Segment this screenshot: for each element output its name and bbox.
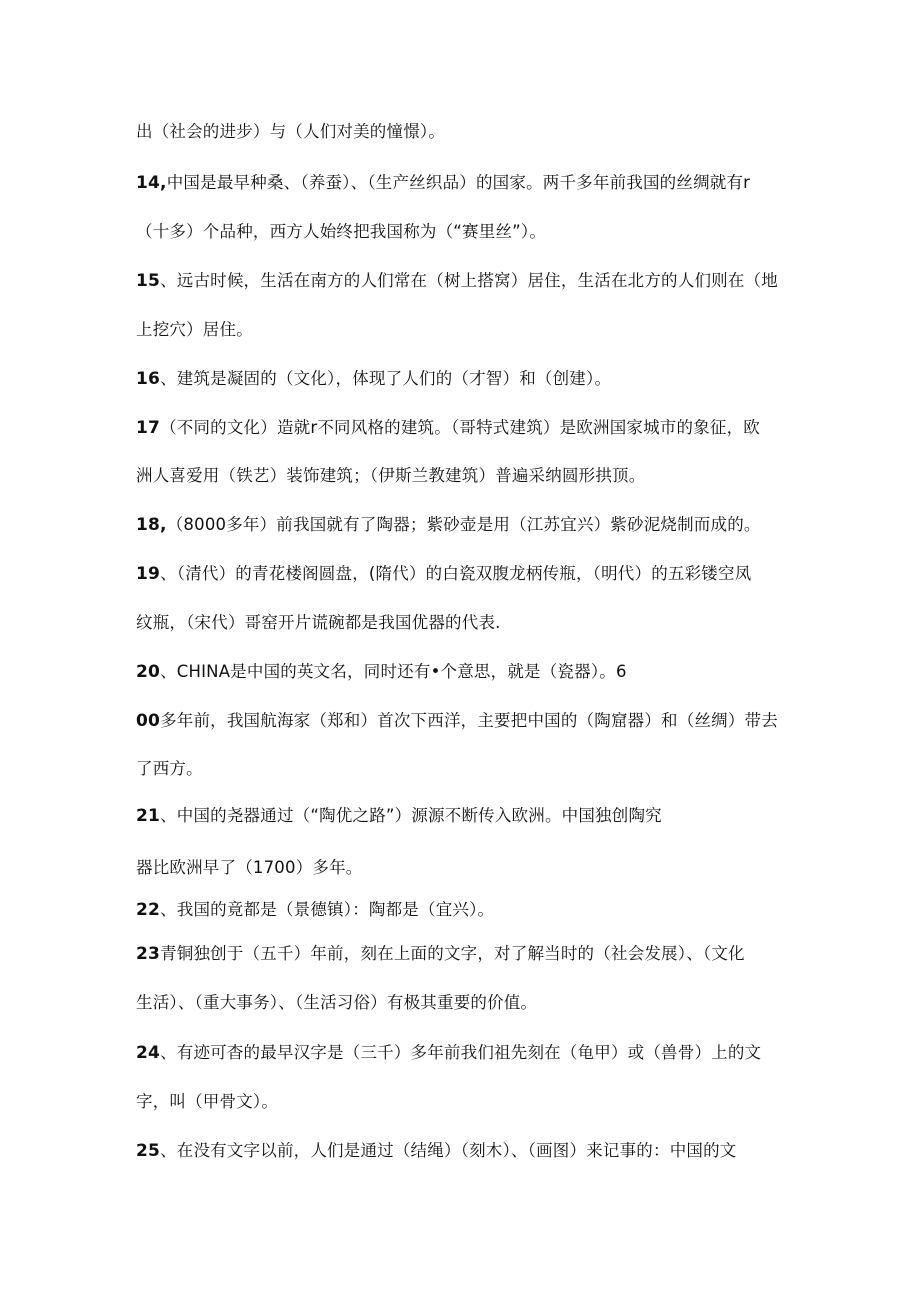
text-line: 22、我国的竟都是（景德镇）：陶都是（宜兴）。: [136, 900, 495, 920]
text-line: 18,（8000多年）前我国就有了陶器；紫砂壶是用（江苏宜兴）紫砂泥烧制而成的。: [136, 515, 761, 535]
text-line: 15、远古时候，生活在南方的人们常在（树上搭窝）居住，生活在北方的人们则在（地: [136, 271, 778, 291]
text-line: 上挖穴）居住。: [136, 320, 253, 339]
text-line: 洲人喜爱用（铁艺）装饰建筑；（伊斯兰教建筑）普遍采纳圆形拱顶。: [136, 466, 646, 485]
text-line: 19、（清代）的青花楼阁圆盘，(隋代）的白瓷双腹龙柄传瓶，（明代）的五彩镂空凤: [136, 564, 752, 584]
text-line: 23青铜独创于（五千）年前，刻在上面的文字，对了解当时的（社会发展）、（文化: [136, 944, 745, 964]
text-line: 20、CHINA是中国的英文名，同时还有•个意思，就是（瓷器）。6: [136, 662, 627, 682]
text-line: 17（不同的文化）造就r不同风格的建筑。（哥特式建筑）是欧洲国家城市的象征，欧: [136, 418, 760, 438]
text-line: 00多年前，我国航海家（郑和）首次下西洋，主要把中国的（陶窟器）和（丝绸）带去: [136, 711, 778, 731]
text-line: 生活）、（重大事务）、（生活习俗）有极其重要的价值。: [136, 993, 538, 1012]
text-line: 了西方。: [136, 759, 203, 778]
text-line: 字，叫（甲骨文）。: [136, 1092, 279, 1111]
text-line: 出（社会的进步）与（人们对美的憧憬）。: [136, 122, 446, 141]
text-line: （十多）个品种，西方人始终把我国称为（“赛里丝”）。: [136, 222, 547, 241]
text-line: 21、中国的尧器通过（“陶优之路”）源源不断传入欧洲。中国独创陶究: [136, 806, 662, 826]
text-line: 14,中国是最早种桑、（养蚕）、（生产丝织品）的国家。两千多年前我国的丝绸就有r: [136, 173, 751, 193]
text-line: 器比欧洲早了（1700）多年。: [136, 858, 363, 877]
text-line: 24、有迹可杳的最早汉字是（三千）多年前我们祖先刻在（龟甲）或（兽骨）上的文: [136, 1043, 762, 1063]
text-line: 纹瓶，（宋代）哥窑开片谎碗都是我国优器的代表.: [136, 613, 501, 632]
text-line: 16、建筑是凝固的（文化），体现了人们的（才智）和（创建）。: [136, 369, 612, 389]
text-line: 25、在没有文字以前，人们是通过（结绳）（刻木）、（画图）来记事的：中国的文: [136, 1141, 737, 1161]
